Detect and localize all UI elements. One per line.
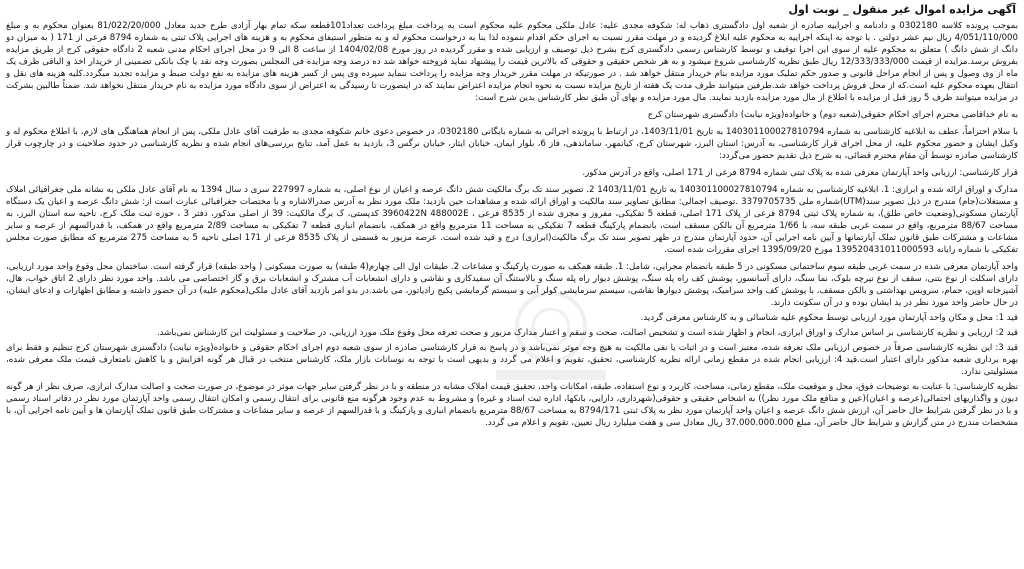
- paragraph-documents: مدارک و اوراق ارائه شده و ابرازی: 1. ابلاغیه کارشناسی به شماره 140301100027810794 به تاریخ 1403/11/01 2. تصویر سند تک برگ مالکیت شش دانگ عرصه و اعیان از نوع اصلی، به شماره 227997 سری د سال 1394 به نام آقای عادل ملکی به نشانه ملی جغرافیائی املاک و مستغلات(جام) مندرج در ذیل تصویر سند(UTM)شماره ملی 3379705735 .توصیف اجمالی: مطابق تصاویر سند مالکیت و اوراق ارائه شده و مشاهدات حین بازدید: ملک مورد نظر به آدرس صدرالاشاره و با مختصات جغرافیائی عبارت است از: شش دانگ عرصه و اعیان یک دستگاه آپارتمان مسکونی(وضعیت خاص طلق)، به شماره پلاک ثبتی 8794 فرعی از پلاک 171 اصلی، قطعه 5 تفکیکی، مفروز و مجزی شده از 8535 فرعی ، 3960422N 488002E کدپستی، ک برگ مالکیت: 39 از اصلی مذکور، دفتر 3 ، حوزه ثبت ملک کرج، ناحیه سه استان البرز، به مساحت 88/67 مترمربع، واقع در سمت غربی طبقه سه، با 1/66 مترمربع آن بالکن مسقف است، بانضمام پارکینگ قطعه 7 تفکیکی به مساحت 11 مترمربع واقع در همکف، بانضمام انباری قطعه 7 تفکیکی به مساحت 2/89 مترمربع واقع در همکف، با قدرالسهم از عرصه و سایر مشاعات و مشترکات طبق قانون تملک آپارتمانها و آیین نامه اجرایی آن، حدود آپارتمان مندرج در ظهر تصویر سند تک برگ مالکیت(ابرازی) درج و قید شده است. عرصه مزبور به قسمتی از پلاک 8535 فرعی از 171 اصلی ناحیه 5 به مساحت 275 مترمربع که مطابق صورت مجلس تفکیکی با شماره رایانه 139520431011000593 مورخ 1395/09/20 اجرای مقررات شده است.: [6, 185, 1019, 255]
- paragraph-expert-opinion: نظریه کارشناسی: با عنایت به توضیحات فوق، محل و موقعیت ملک، مقطع زمانی، مساحت، کاربرد و نوع استفاده، طبقه، امکانات واحد، تحقیق قیمت املاک مشابه در منطقه و با در نظر گرفتن سایر جهات موثر در موضوع، در صورت صحت و اصالت مدارک ابرازی، صرف نظر از هر گونه دیون و واگذاریهای احتمالی(عرصه و اعیان)(عین و منافع ملک مورد نظر)) به اشخاص حقیقی و حقوقی(شهرداری، دارایی، بانکها، اداره ثبت اسناد و غیره) و مشروط به عدم وجود هرگونه منع قانونی برای انتقال رسمی و امکان انتقال رسمی واحد آپارتمان مورد نظر در دفاتر اسناد رسمی و با در نظر گرفتن شرایط حال حاضر آن، ارزش شش دانگ عرصه و اعیان واحد آپارتمان مورد نظر به پلاک ثبتی 8794/171 به مساحت 88/67 مترمربع بانضمام انباری و پارکینگ و با قدرالسهم از عرصه و سایر مشاعات و مشترکات طبق قانون تملک آپارتمان ها و آیین نامه اجرایی آن، با مشخصات مندرج در متن گزارش و شرایط حال حاضر آن، مبلغ 37.000.000.000 ریال معادل سی و هفت میلیارد ریال تعیین، تقویم و اعلام می گردد.: [6, 382, 1018, 428]
- paragraph-building-description: واحد آپارتمان معرفی شده در سمت غربی طبقه سوم ساختمانی مسکونی در 5 طبقه بانضمام مجرایی، شامل: 1. طبقه همکف به صورت پارکینگ و مشاعات 2. طبقات اول الی چهارم(4 طبقه) به صورت مسکونی ( واحد طبقه) قرار گرفته است. ساختمان محل وقوع واحد مورد ارزیابی، دارای اسکلت از نوع بتنی، سقف از نوع تیرچه بلوک، نما سنگ، دارای آسانسور، پوشش کف راه پله سنگ، پوشش دیوار راه پله سنگ و بالاستنگ آن سفیدکاری و نقاشی و دارای انشعابات آب مشترک و انشعابات برق و گاز اختصاصی می باشد. واحد مورد نظر دارای 2 اتاق خواب، هال، آشپزخانه اوپن، حمام، سرویس بهداشتی و بالکن مسقف، با پوشش کف واحد سرامیک، پوشش دیوارها نقاشی، سیستم سرمایشی کولر آبی و سیستم گرمایشی پکیج رادیاتور، می باشد.در بدو امر بازدید آقای عادل ملکی(محکوم علیه) در آن حضور داشته و مطابق اظهارات و ادعای ایشان، در حال حاضر واحد مورد نظر در ید ایشان بوده و در آن سکونت دارند.: [6, 262, 1018, 308]
- paragraph-note-3-4: قید 3: این نظریه کارشناسی صرفاً در خصوص ارزیابی ملک تعرفه شده، معتبر است و در اثبات یا نفی مالکیت به هیچ وجه موثر نمی‌باشد و در پاسخ به قرار کارشناسی صادره از سوی شعبه دوم اجرای احکام حقوقی و خانواده(ویژه نیابت) دادگستری شهرستان کرج تنظیم و فقط برای بهره برداری شعبه مذکور دارای اعتبار است.قید 4: ارزیابی انجام شده در مقطع زمانی ارائه نظریه کارشناسی، تحقیق، تقویم و اعلام می گردد و بدیهی است با توجه به نوسانات بازار ملک، کارشناس منتخب در قبال هر گونه افزایش و یا کاهش نامتعارف قیمت ملک معرفی شده، مسئولیتی ندارد.: [6, 343, 1018, 377]
- paragraph-note-2: قید 2: ارزیابی و نظریه کارشناسی بر اساس مدارک و اوراق ابرازی، انجام و اظهار شده است و تشخیص اصالت، صحت و سقم و اعتبار مدارک مزبور و صحت تعرفه محل وقوع ملک مورد ارزیابی، در صلاحیت و مسئولیت این کارشناس نمی‌باشد.: [156, 328, 1018, 338]
- auction-notice: [6, 2, 1018, 567]
- paragraph-note-1: قید 1: محل و مکان واحد آپارتمان مورد ارزیابی توسط محکوم علیه شناسائی و به کارشناس معرفی گردید.: [640, 313, 1018, 323]
- paragraph-auction-terms: بموجب پرونده کلاسه 0302180 و دادنامه و اجراییه صادره از شعبه اول دادگستری ذهاب له: شکوفه مجدی علیه: عادل ملکی محکوم علیه محکوم است به پرداخت مبلغ پرداخت تعداد101قطعه سکه تمام بهار آزادی طرح جدید معادل 81/022/20/000 بعنوان محکوم به و مبلغ 4/051/110/000 ریال نیم عشر دولتی . با توجه به اینکه اجراییه به محکوم علیه ابلاغ گردیده و در مهلت مقرر نسبت به اجرای حکم اقدام ننموده لذا بنا به درخواست محکوم له و به منظور استیفای محکوم به و هزینه های اجرایی پلاک ثبتی به شماره 8794 فرعی از 171 ( به میزان دو دانگ از شش دانگ ) متعلق به محکوم علیه از سوی این اجرا توقیف و توسط کارشناس رسمی دادگستری کرج بشرح ذیل توصیف و ارزیابی شده و مقرر گردیده در روز مورخ 1404/02/08 از ساعت 8 الی 9 در محل اجرای احکام مدنی شعبه 2 دادگاه حقوقی کرج از طریق مزایده بفروش برسد.مزایده از قیمت 12/333/333/000 ریال طبق نظریه کارشناسی شروع میشود و به هر شخص حقیقی و حقوقی که بالاترین قیمت را پیشنهاد نماید فروخته خواهد شد ده درصد وجه مزایده فی المجلس بصورت وجه نقد یا چک بانکی تضمینی از خریدار اخذ و الباقی ظرف یک ماه از وی وصول و پس از انجام مراحل قانونی و صدور حکم تملیک مورد مزایده بنام خریدار منتقل خواهد شد . در صورتیکه در مهلت مقرر خریدار وجه مزایده را پرداخت ننماید سپرده وی پس از کسر هزینه های مزایده به نفع دولت ضبط و مزایده تجدید میگردد.کلیه هزینه های نقل و انتقال بعهده محکوم علیه است.که از محل فروش پرداخت خواهد شد.طرفین میتوانند ظرف مدت یک هفته از تاریخ مزایده نسبت به نحوه انجام مزایده اعتراض نمایند که در اینصورت تا رسیدگی به اعتراض از سوی دادگاه مورد مزایده به نام خریدار منتقل نخواهد شد. ضمناً طالبین بشرکت در مزایده میتوانند ظرف 5 روز قبل از مزایده با اطلاع از مال مورد مزایده بازدید نمایند. مال مورد مزایده و بهای آن طبق نظر کارشناس بدین شرح است:: [6, 21, 1018, 103]
- paragraph-expert-order: قرار کارشناسی: ارزیابی واحد آپارتمان معرفی شده به پلاک ثبتی شماره 8794 فرعی از 171 اصلی، واقع در آدرس مذکور.: [582, 168, 1018, 178]
- paragraph-addressee: به نام خداقاضی محترم اجرای احکام حقوقی(شعبه دوم) و خانواده(ویژه نیابت) دادگستری شهرستان کرج: [647, 110, 1018, 120]
- notice-title: آگهی مزایده اموال غیر منقول _ نوبت اول: [788, 3, 1016, 16]
- paragraph-salutation: با سلام احتراماً، عطف به ابلاغیه کارشناسی به شماره 140301100027810794 به تاریخ 1403/11/01، در ارتباط با پرونده اجرائی به شماره بایگانی 0302180، در خصوص دعوی خانم شکوفه مجدی به طرفیت آقای عادل ملکی، پس از انجام هماهنگی های لازم، با اطلاع محکوم له و وکیل ایشان و حضور محکوم علیه، از محل اجرای قرار کارشناسی، به آدرس: استان البرز، شهرستان کرج، کیانمهر، ساماندهی، فاز 6، بلوار ایمان، خیابان ایثار، خیابان نرگس 3، بازدید به عمل آمد، نتایج بررسی‌های انجام شده و نظریه کارشناسی در حدود صلاحیت و در چارچوب قرار کارشناسی صادره توسط آن مقام محترم قضائی، به شرح ذیل تقدیم حضور می‌گردد:: [6, 127, 1018, 161]
